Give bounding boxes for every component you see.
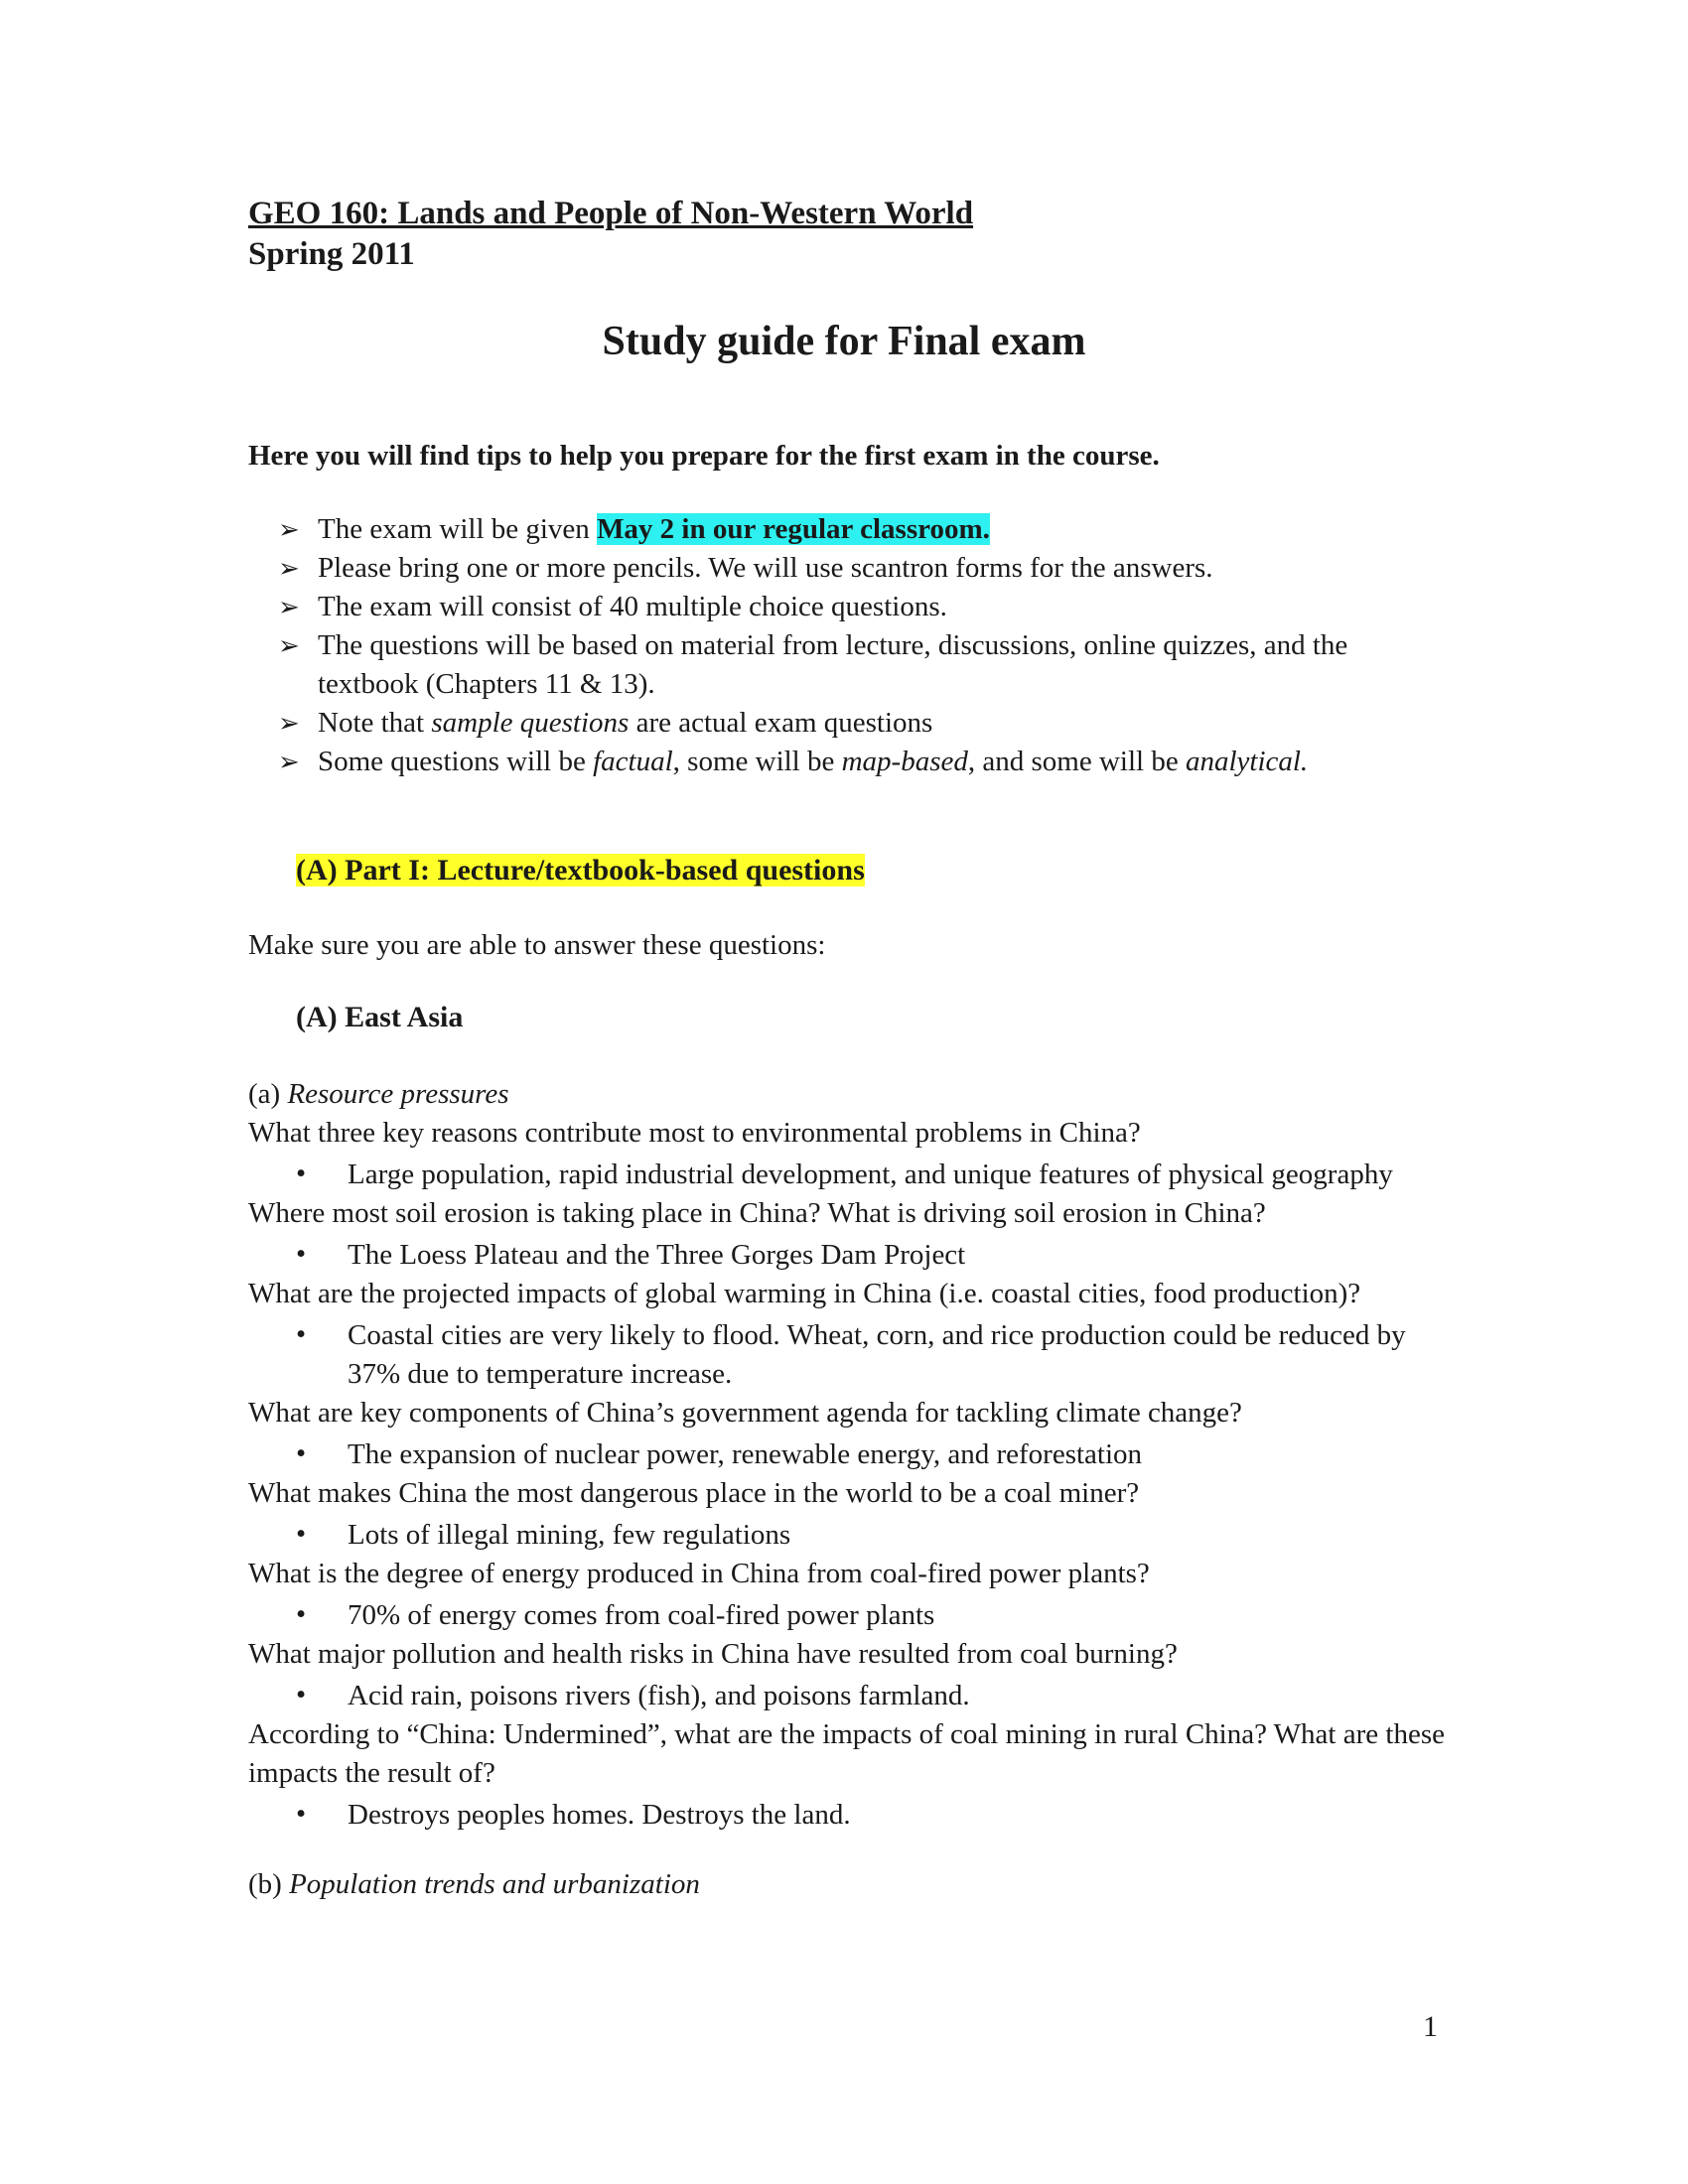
bullet-icon: •	[296, 1518, 307, 1550]
term-label: Spring 2011	[248, 236, 415, 272]
question: What is the degree of energy produced in China from coal-fired power plants?	[248, 1558, 1150, 1589]
list-item	[278, 549, 1440, 588]
list-item	[278, 704, 1440, 743]
section-heading	[296, 854, 865, 887]
question: What are the projected impacts of global warming in China (i.e. coastal cities, food production)?	[248, 1278, 1361, 1309]
arrow-bullet-icon: ➢	[278, 748, 300, 776]
answer	[248, 1513, 1460, 1555]
answer	[248, 1674, 1460, 1715]
list-item	[278, 510, 1440, 549]
page-title: Study guide for Final exam	[602, 319, 1086, 364]
answer	[248, 1593, 1460, 1635]
arrow-bullet-icon: ➢	[278, 709, 300, 738]
subsection-heading	[248, 1075, 1460, 1114]
exam-info-list	[278, 510, 1440, 781]
course-title: GEO 160: Lands and People of Non-Western World	[248, 196, 974, 231]
bullet-text: The exam will be given	[318, 513, 598, 545]
answer	[248, 1233, 1460, 1275]
list-item	[278, 626, 1440, 704]
bullet-icon: •	[296, 1238, 307, 1270]
emphasis-text: factual	[593, 746, 673, 777]
emphasis-text: map-based	[841, 746, 968, 777]
answer-text: Lots of illegal mining, few regulations	[348, 1519, 791, 1551]
intro-text: Here you will find tips to help you prepare for the first exam in the course.	[248, 440, 1160, 472]
emphasis-text: sample questions	[431, 707, 630, 739]
question: What are key components of China’s government agenda for tackling climate change?	[248, 1397, 1242, 1429]
question: What makes China the most dangerous place in the world to be a coal miner?	[248, 1477, 1140, 1509]
list-item	[278, 743, 1440, 781]
bullet-icon: •	[296, 1318, 307, 1350]
question: What major pollution and health risks in China have resulted from coal burning?	[248, 1638, 1178, 1670]
answer-text: The Loess Plateau and the Three Gorges Dam Project	[348, 1239, 966, 1271]
page-number: 1	[1423, 2010, 1438, 2043]
bullet-icon: •	[296, 1798, 307, 1830]
section-heading-text: (A) Part I: Lecture/textbook-based questions	[296, 854, 865, 887]
answer	[248, 1153, 1460, 1194]
arrow-bullet-icon: ➢	[278, 593, 300, 621]
answer-text: Large population, rapid industrial development, and unique features of physical geography	[348, 1159, 1393, 1190]
qa-list	[248, 1075, 1460, 1904]
bullet-text: The exam will consist of 40 multiple choice questions.	[318, 591, 947, 622]
bullet-icon: •	[296, 1158, 307, 1189]
bullet-text: , and some will be	[967, 746, 1186, 777]
bullet-text: The questions will be based on material from lecture, discussions, online quizzes, and the textbook (Chapters 11 & 13).	[318, 629, 1348, 700]
answer-text: Destroys peoples homes. Destroys the land.	[348, 1799, 851, 1831]
instruction-text: Make sure you are able to answer these questions:	[248, 929, 826, 961]
answer-text: Acid rain, poisons rivers (fish), and poisons farmland.	[348, 1680, 970, 1711]
list-item	[278, 588, 1440, 626]
subsection-label: (a)	[248, 1078, 288, 1110]
bullet-text: are actual exam questions	[629, 707, 933, 739]
bullet-text: , some will be	[672, 746, 842, 777]
answer	[248, 1793, 1460, 1835]
subsection-label: (b)	[248, 1868, 290, 1900]
bullet-text: Some questions will be	[318, 746, 594, 777]
answer	[248, 1433, 1460, 1474]
subsection-title: Population trends and urbanization	[289, 1868, 700, 1900]
answer-text: Coastal cities are very likely to flood. Wheat, corn, and rice production could be reduced by 37% due to temperature increase.	[348, 1319, 1406, 1390]
arrow-bullet-icon: ➢	[278, 554, 300, 583]
subsection-title: Resource pressures	[287, 1078, 509, 1110]
bullet-icon: •	[296, 1437, 307, 1469]
bullet-text: Note that	[318, 707, 432, 739]
answer-text: The expansion of nuclear power, renewable energy, and reforestation	[348, 1438, 1143, 1470]
question: What three key reasons contribute most to environmental problems in China?	[248, 1117, 1141, 1149]
bullet-icon: •	[296, 1598, 307, 1630]
arrow-bullet-icon: ➢	[278, 631, 300, 660]
emphasis-text: analytical.	[1185, 746, 1309, 777]
question: According to “China: Undermined”, what are the impacts of coal mining in rural China? What are these impacts the result of?	[248, 1718, 1445, 1789]
highlighted-date: May 2 in our regular classroom.	[597, 513, 990, 545]
bullet-icon: •	[296, 1679, 307, 1710]
question: Where most soil erosion is taking place in China? What is driving soil erosion in China?	[248, 1197, 1266, 1229]
arrow-bullet-icon: ➢	[278, 515, 300, 544]
answer	[248, 1313, 1460, 1394]
subsection-heading	[248, 1865, 1460, 1904]
region-heading: (A) East Asia	[296, 1001, 464, 1033]
answer-text: 70% of energy comes from coal-fired power plants	[348, 1599, 935, 1631]
bullet-text: Please bring one or more pencils. We will use scantron forms for the answers.	[318, 552, 1213, 584]
